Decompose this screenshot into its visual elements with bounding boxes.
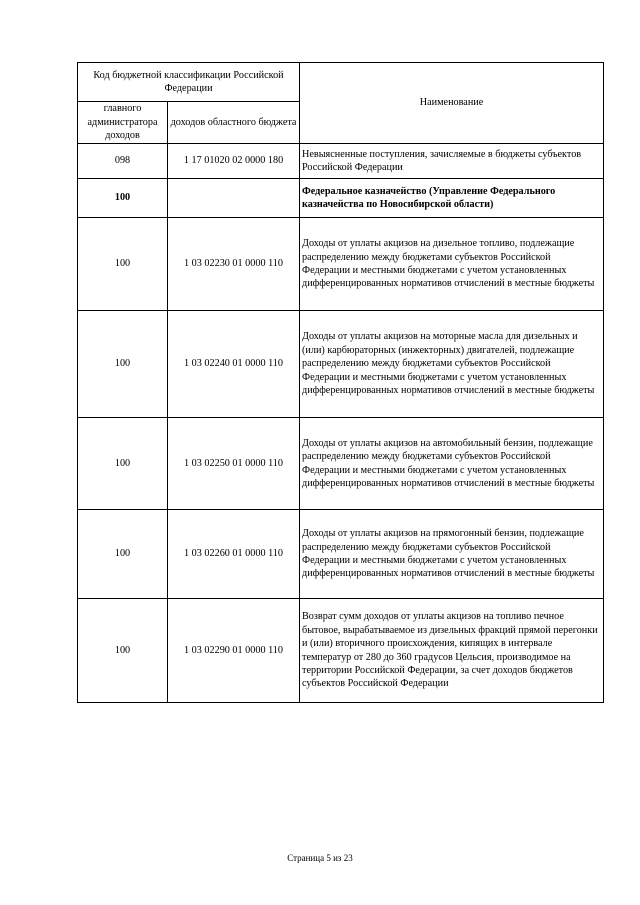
admin-code-cell: 100 — [78, 179, 168, 218]
name-cell: Доходы от уплаты акцизов на прямогонный бензин, подлежащие распределению между бюджетами субъектов Российской Федерации и местными бюджетами с учетом установленных дифференцированных нормативов отчислений в местные бюджеты — [300, 510, 604, 599]
name-cell: Федеральное казначейство (Управление Федерального казначейства по Новосибирской области) — [300, 179, 604, 218]
income-code-cell: 1 03 02230 01 0000 110 — [168, 218, 300, 311]
name-column-header: Наименование — [300, 63, 604, 144]
name-cell: Невыясненные поступления, зачисляемые в бюджеты субъектов Российской Федерации — [300, 144, 604, 179]
admin-column-header: главного администратора доходов — [78, 102, 168, 144]
admin-code-cell: 100 — [78, 311, 168, 418]
kbk-group-header: Код бюджетной классификации Российской Федерации — [78, 63, 300, 102]
income-code-cell: 1 03 02240 01 0000 110 — [168, 311, 300, 418]
table-row — [78, 418, 604, 510]
income-code-cell: 1 17 01020 02 0000 180 — [168, 144, 300, 179]
admin-code-cell: 100 — [78, 418, 168, 510]
page-number: Страница 5 из 23 — [287, 853, 353, 863]
income-code-cell: 1 03 02290 01 0000 110 — [168, 599, 300, 703]
income-column-header: доходов областного бюджета — [168, 102, 300, 144]
name-cell: Доходы от уплаты акцизов на автомобильный бензин, подлежащие распределению между бюджетами субъектов Российской Федерации и местными бюджетами с учетом установленных дифференцированных нормативов отчислений в местные бюджеты — [300, 418, 604, 510]
income-code-cell: 1 03 02250 01 0000 110 — [168, 418, 300, 510]
name-cell: Доходы от уплаты акцизов на дизельное топливо, подлежащие распределению между бюджетами субъектов Российской Федерации и местными бюджетами с учетом установленных дифференцированных нормативов отчислений в местные бюджеты — [300, 218, 604, 311]
table-body — [78, 63, 604, 703]
table-row — [78, 599, 604, 703]
name-cell: Доходы от уплаты акцизов на моторные масла для дизельных и (или) карбюраторных (инжекторных) двигателей, подлежащие распределению между бюджетами субъектов Российской Федерации и местными бюджетами с учетом установленных дифференцированных нормативов отчислений в местные бюджеты — [300, 311, 604, 418]
table-row — [78, 311, 604, 418]
budget-classification-table — [77, 62, 604, 703]
header-row-top — [78, 63, 604, 102]
table-row — [78, 144, 604, 179]
admin-code-cell: 100 — [78, 510, 168, 599]
name-cell: Возврат сумм доходов от уплаты акцизов на топливо печное бытовое, вырабатываемое из дизельных фракций прямой перегонки и (или) вторичного происхождения, кипящих в интервале температур от 280 до 360 градусов Цельсия, производимое на территории Российской Федерации, за счет доходов бюджетов субъектов Российской Федерации — [300, 599, 604, 703]
income-code-cell: 1 03 02260 01 0000 110 — [168, 510, 300, 599]
table-row-agency — [78, 179, 604, 218]
admin-code-cell: 100 — [78, 599, 168, 703]
admin-code-cell: 100 — [78, 218, 168, 311]
admin-code-cell: 098 — [78, 144, 168, 179]
table-row — [78, 218, 604, 311]
income-code-cell — [168, 179, 300, 218]
table-row — [78, 510, 604, 599]
